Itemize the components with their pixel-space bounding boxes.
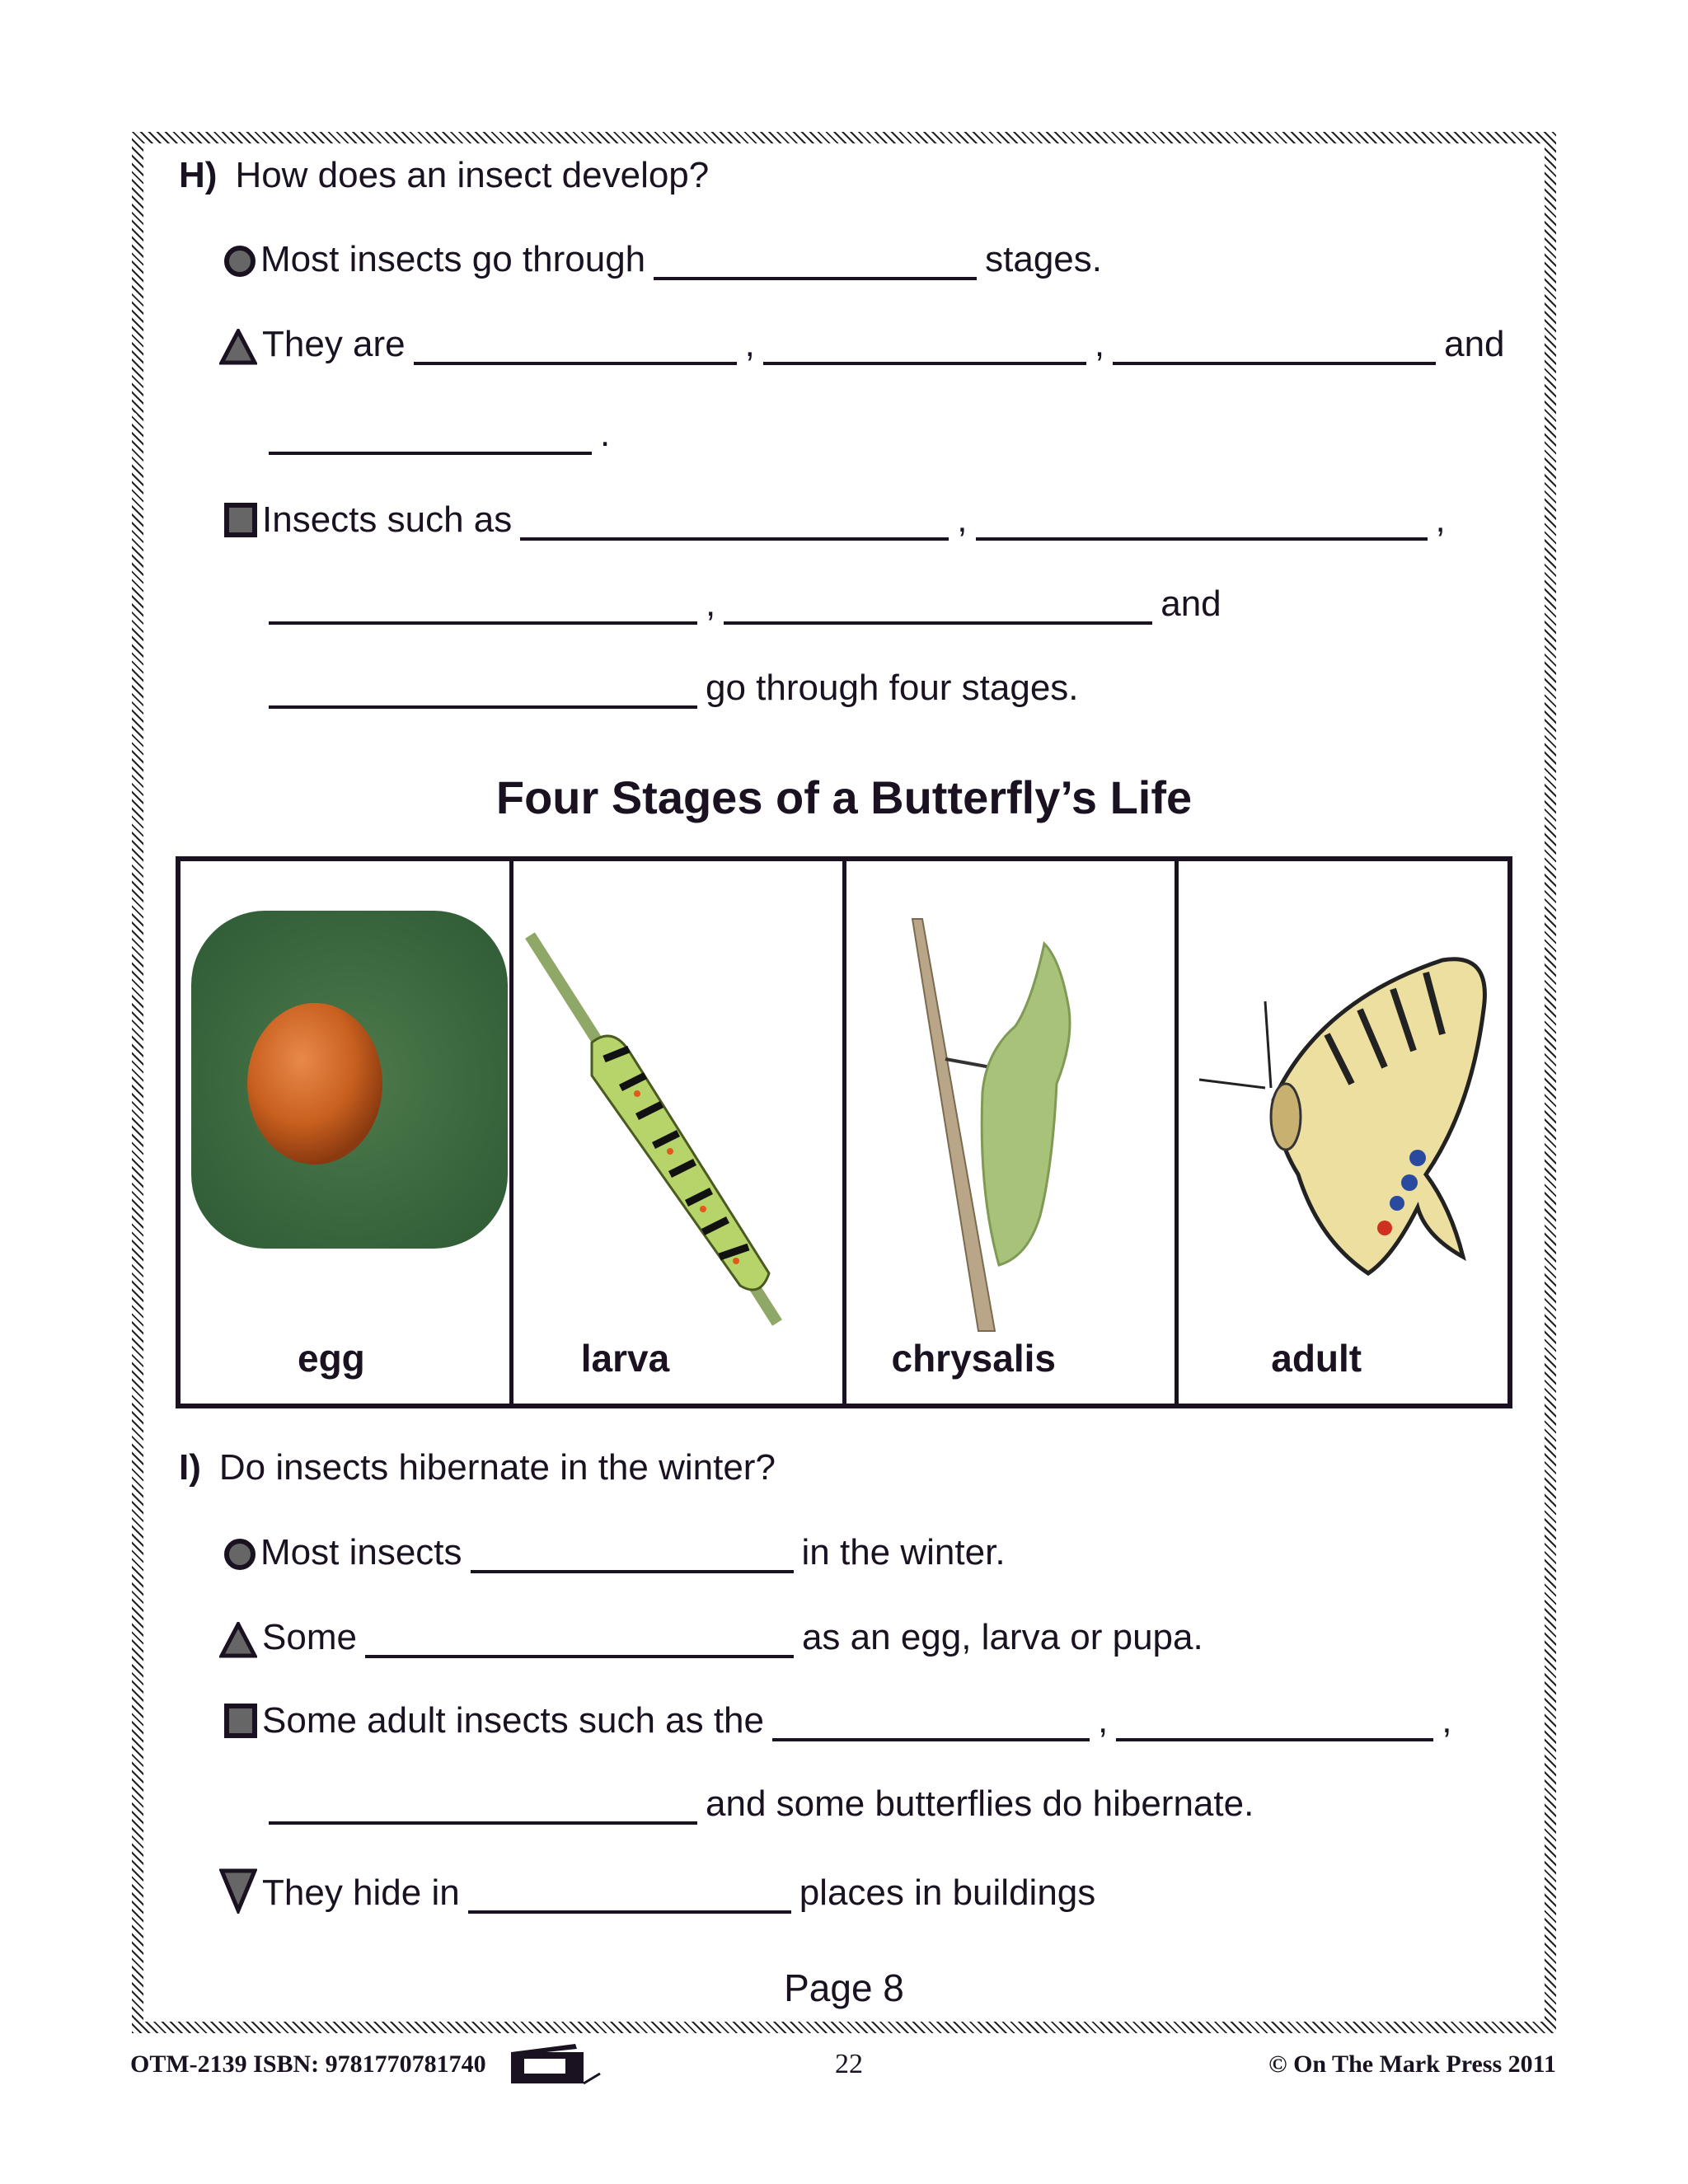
answer-blank[interactable] [724, 588, 1152, 625]
answer-blank[interactable] [654, 244, 977, 280]
footer-isbn: OTM-2139 ISBN: 9781770781740 [130, 2050, 486, 2078]
answer-blank[interactable] [772, 1705, 1090, 1741]
text: They hide in [262, 1872, 460, 1913]
stage-label: adult [1271, 1337, 1362, 1380]
comma: , [1435, 499, 1446, 540]
circle-icon [224, 246, 256, 277]
i-triangle-line [219, 1617, 1203, 1658]
square-icon [224, 503, 257, 537]
text: and [1160, 583, 1221, 624]
h-triangle-line-2 [269, 414, 610, 455]
i-square-line [224, 1700, 1451, 1741]
comma: , [1094, 324, 1105, 364]
egg-photo [191, 911, 508, 1249]
comma: , [1098, 1700, 1109, 1741]
inverted-triangle-icon [219, 1868, 257, 1914]
answer-blank[interactable] [269, 673, 697, 709]
text: Insects such as [262, 499, 513, 540]
answer-blank[interactable] [520, 504, 949, 541]
figure-title: Four Stages of a Butterfly’s Life [495, 771, 1193, 823]
stage-label: egg [298, 1337, 365, 1380]
h-square-line-3 [269, 668, 1079, 709]
question-text: Do insects hibernate in the winter? [218, 1447, 776, 1488]
answer-blank[interactable] [976, 504, 1428, 541]
life-stages-table [176, 856, 1512, 1408]
footer-copyright: © On The Mark Press 2011 [1268, 2050, 1556, 2078]
i-square-line-2 [269, 1783, 1254, 1825]
question-letter: H) [179, 155, 218, 195]
answer-blank[interactable] [1113, 329, 1436, 365]
text: They are [262, 324, 406, 364]
text: places in buildings [799, 1872, 1096, 1913]
comma: , [1442, 1700, 1452, 1741]
i-inverted-triangle-line [219, 1868, 1095, 1914]
answer-blank[interactable] [365, 1622, 794, 1658]
text: Some adult insects such as the [262, 1700, 764, 1741]
text: in the winter. [801, 1532, 1006, 1572]
comma: , [706, 583, 716, 624]
h-triangle-line [219, 324, 1505, 365]
text: Most insects go through [260, 239, 646, 279]
text: Some [262, 1617, 357, 1657]
larva-photo [513, 911, 827, 1339]
h-square-line-2 [269, 583, 1221, 625]
answer-blank[interactable] [269, 588, 697, 625]
text: and some butterflies do hibernate. [706, 1783, 1254, 1824]
answer-blank[interactable] [269, 419, 592, 455]
h-square-line [224, 499, 1446, 541]
stage-panel-egg [181, 861, 513, 1404]
question-letter: I) [179, 1447, 201, 1488]
question-text: How does an insect develop? [235, 155, 710, 195]
adult-butterfly-photo [1179, 911, 1492, 1339]
page-label: Page 8 [784, 1966, 904, 2009]
h-circle-line [224, 239, 1102, 280]
i-circle-line [224, 1532, 1006, 1573]
answer-blank[interactable] [269, 1788, 697, 1825]
comma: , [744, 324, 755, 364]
answer-blank[interactable] [471, 1537, 794, 1573]
stage-label: larva [580, 1337, 670, 1380]
triangle-icon [219, 329, 257, 365]
question-h [179, 155, 709, 196]
answer-blank[interactable] [468, 1877, 791, 1914]
answer-blank[interactable] [414, 329, 737, 365]
triangle-icon [219, 1622, 257, 1658]
footer-page-number: 22 [835, 2049, 863, 2079]
comma: , [957, 499, 968, 540]
text: stages. [985, 239, 1103, 279]
text: and [1444, 324, 1505, 364]
question-i [179, 1447, 776, 1488]
stage-panel-chrysalis [846, 861, 1179, 1404]
stage-panel-larva [513, 861, 846, 1404]
answer-blank[interactable] [763, 329, 1086, 365]
chrysalis-photo [846, 902, 1160, 1347]
circle-icon [224, 1539, 256, 1570]
stage-panel-adult [1179, 861, 1507, 1404]
text: as an egg, larva or pupa. [801, 1617, 1203, 1657]
period: . [600, 414, 611, 454]
text: go through four stages. [706, 668, 1079, 708]
answer-blank[interactable] [1116, 1705, 1433, 1741]
stage-label: chrysalis [891, 1337, 1056, 1380]
text: Most insects [260, 1532, 462, 1572]
square-icon [224, 1704, 257, 1738]
